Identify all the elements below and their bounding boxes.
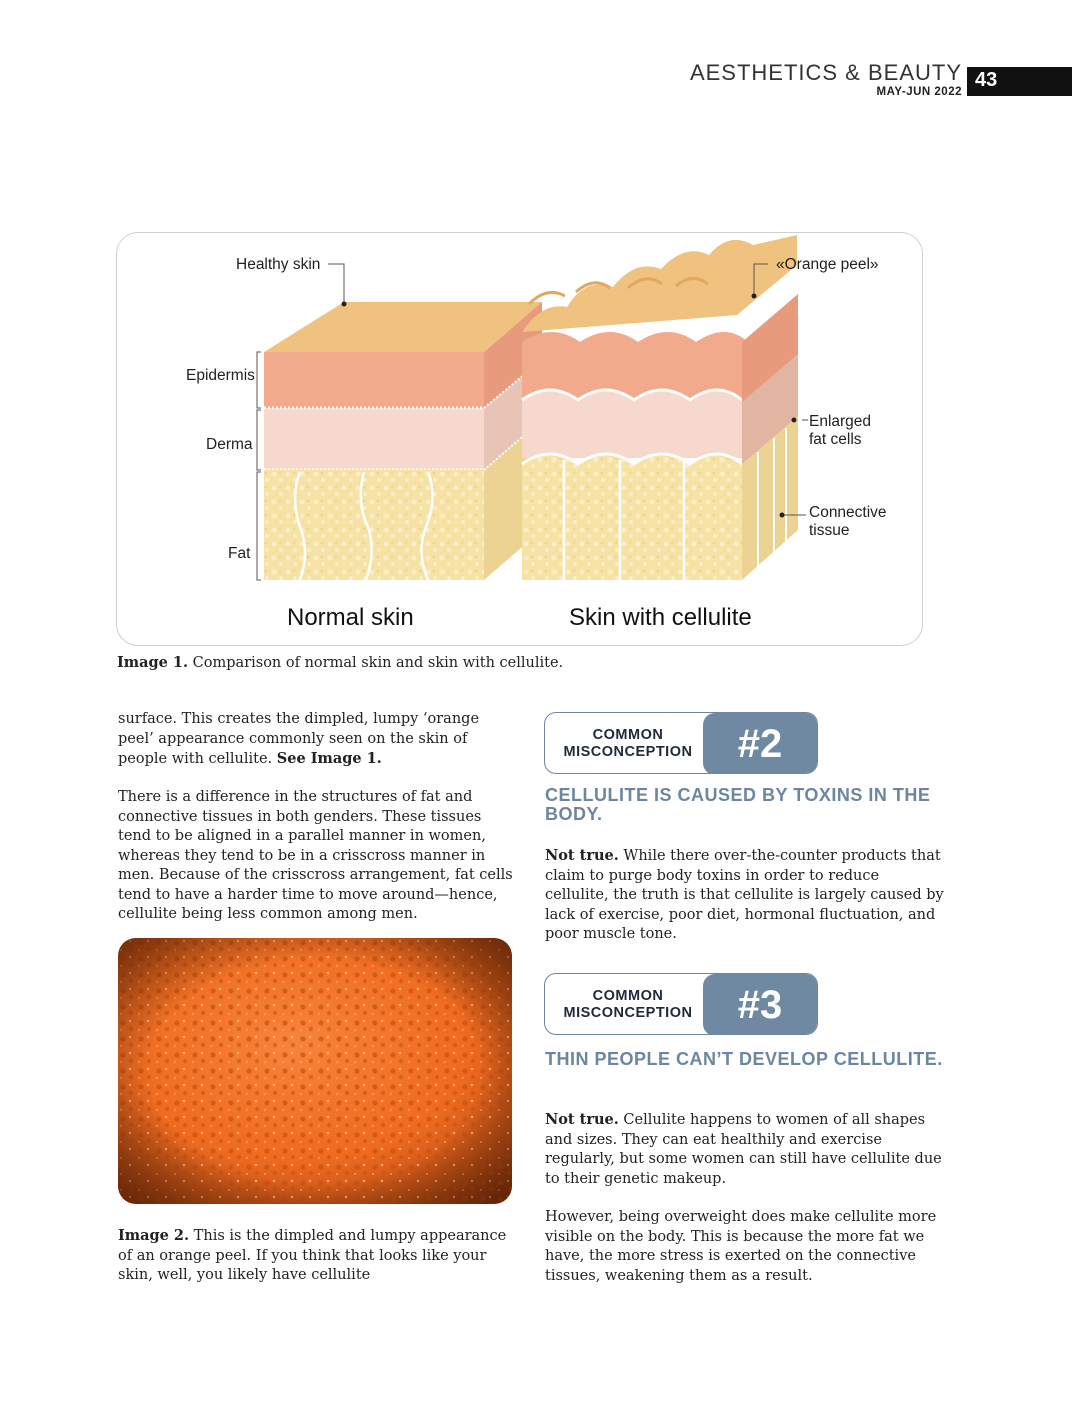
label-connective-tissue: Connective tissue xyxy=(809,504,887,539)
label-orange-peel: «Orange peel» xyxy=(776,256,879,273)
cellulite-skin-block xyxy=(522,235,798,580)
misconception-3-heading: THIN PEOPLE CAN’T DEVELOP CELLULITE. xyxy=(545,1049,943,1069)
caption-skin-with-cellulite: Skin with cellulite xyxy=(569,604,752,631)
paragraph-orange-peel-surface: surface. This creates the dimpled, lumpy ‘orange peel’ appearance commonly seen on the skin of people with cellulite. See Image 1. xyxy=(118,711,480,767)
label-epidermis: Epidermis xyxy=(186,367,255,384)
issue-date: MAY-JUN 2022 xyxy=(876,86,962,98)
misconception-label: COMMON MISCONCEPTION xyxy=(563,727,693,760)
magazine-section-title: AESTHETICS & BEAUTY xyxy=(689,60,962,85)
misconception-3-text-continued: However, being overweight does make cellulite more visible on the body. This is because the more fat we have, the more stress is exerted on the connective tissues, weakening them as a result. xyxy=(545,1209,937,1284)
misconception-3-text: Not true. Cellulite happens to women of all shapes and sizes. They can eat healthily and exercise regularly, but some women can still have cellulite due to their genetic makeup. xyxy=(545,1111,942,1187)
figure-1-caption: Image 1. Comparison of normal skin and skin with cellulite. xyxy=(117,654,564,671)
normal-skin-block xyxy=(264,302,542,580)
label-derma: Derma xyxy=(206,436,253,453)
orange-peel-photo xyxy=(118,938,512,1204)
misconception-2-badge xyxy=(544,712,818,774)
misconception-number: #3 xyxy=(703,974,817,1035)
label-fat: Fat xyxy=(228,545,251,562)
paragraph-gender-differences: There is a difference in the structures of fat and connective tissues in both genders. These tissues tend to be aligned in a parallel manner in women, whereas they tend to be in a crisscross manner in men. Because of the crisscross arrangement, fat cells tend to have a harder time to move around—hence, cellulite being less common among men. xyxy=(118,789,513,922)
misconception-label: COMMON MISCONCEPTION xyxy=(563,988,693,1021)
label-enlarged-fat-cells: Enlarged fat cells xyxy=(809,413,872,448)
misconception-2-heading: CELLULITE IS CAUSED BY TOXINS IN THE BODY. xyxy=(545,785,931,824)
figure-2-caption: Image 2. This is the dimpled and lumpy appearance of an orange peel. If you think that looks like your skin, well, you likely have cellulite xyxy=(118,1227,507,1283)
misconception-number: #2 xyxy=(703,713,817,774)
page-number: 43 xyxy=(975,69,998,91)
caption-normal-skin: Normal skin xyxy=(287,604,414,631)
misconception-3-badge xyxy=(544,973,818,1035)
label-healthy-skin: Healthy skin xyxy=(236,256,321,273)
misconception-2-text: Not true. While there over-the-counter products that claim to purge body toxins in order to reduce cellulite, the truth is that cellulite is largely caused by lack of exercise, poor diet, hormonal fluctuation, and poor muscle tone. xyxy=(545,847,944,942)
